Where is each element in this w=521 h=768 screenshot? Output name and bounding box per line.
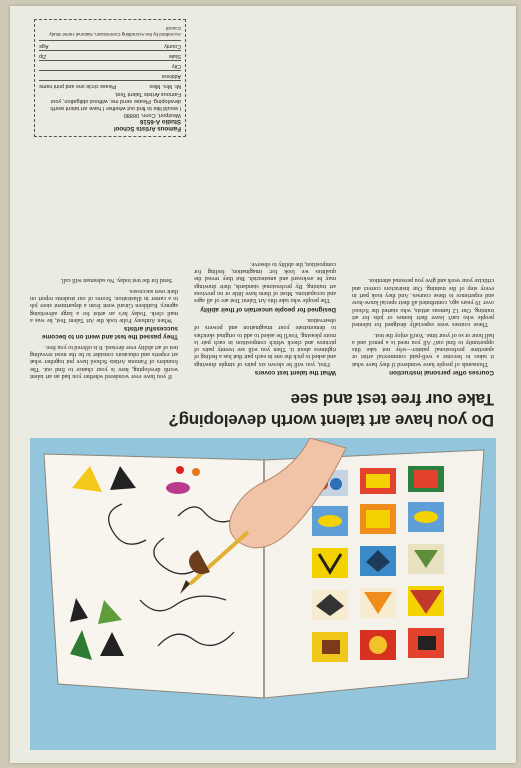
coupon-request-text: I would like to find out whether I have art talent worth developing. Please send me, without obligation, your Famous Artists Talent Test. <box>50 91 181 111</box>
magazine-page <box>10 6 516 763</box>
article-column-1 <box>352 39 494 379</box>
section-heading: What the talent test covers <box>254 369 336 376</box>
county-age-field[interactable] <box>39 40 181 49</box>
mail-coupon[interactable] <box>34 19 186 137</box>
state-label: State <box>168 53 181 59</box>
flipped-page-content <box>10 6 516 763</box>
coupon-school-name: Famous Artists School <box>113 125 181 132</box>
headline <box>32 389 494 431</box>
address-label: Address <box>161 73 181 79</box>
article-column-2 <box>194 39 336 379</box>
illustration-drawing <box>30 438 496 750</box>
paragraph: These courses were especially designed for talented people who can't leave their homes or jobs for art training. Our 12 famous artists, who started the School over 19 years ago, contributed all their special know-how and experience to these courses. And they took part in every step of the training. Our instructors correct and criticize your work and give you personal attention. <box>352 277 494 328</box>
accreditation-note: Accredited by the Accrediting Commission, National Home Study Council <box>49 26 181 37</box>
headline-line-2: Take our free test and see <box>290 390 494 409</box>
headline-line-1: Do you have art talent worth developing? <box>168 411 494 430</box>
talent-test-illustration <box>30 438 496 750</box>
section-heading: Designed for people uncertain of their ability <box>200 305 336 313</box>
state-zip-field[interactable] <box>39 50 181 59</box>
coupon-studio: Studio A-6516 <box>139 118 181 125</box>
paragraph: The people who take this Art Talent Test are of all ages and occupations. Most of them have little or no previous art training. By professional standards, their drawings may be awkward and amateurish. But they reveal the qualities we look for: imagination, feeling for composition, the ability to observe. <box>194 260 336 304</box>
paragraph: First, you will be shown six pairs of simple drawings and asked to pick the one in each pair that has a feeling of rightness about it. Then you will see twenty pairs of pictures and check which composition in each pair is more pleasing. You'll be asked to add to original sketches to demonstrate your imagination and powers of observation. <box>194 316 336 367</box>
county-label: County <box>164 43 181 49</box>
address-field[interactable] <box>39 70 181 79</box>
name-field[interactable] <box>39 80 181 89</box>
name-hint: Please circle one and print name <box>39 83 117 89</box>
zip-label: Zip <box>39 53 47 59</box>
section-heading: They passed the test and went on to become successful artists <box>41 325 178 340</box>
section-heading: Courses offer personal instruction <box>389 369 494 376</box>
paragraph: If you have ever wondered whether you had an art talent worth developing, here is your chance to find out. The founders of Famous Artists School have put together what art experts and educators consider to be the most revealing test of art ability ever devised. It is offered to you free. <box>30 343 178 379</box>
city-label: City <box>171 63 181 69</box>
paragraph: When Anthony Folie took the Art Talent Test, he was a mail clerk. Today he's an artist for a large advertising agency. Kathleen Girard went from a department store job to a career in illustration. Scores of our students report on their own successes. <box>30 287 178 323</box>
paragraph: Thousands of people have wondered if they have what it takes to become a well-paid commercial artist or sparetime professional painter—why not take this opportunity to find out? All you need is a pencil and a half hour or so of your time. You'll enjoy the test. <box>352 331 494 367</box>
coupon-city-line: Westport, Conn. 06880 <box>123 112 181 118</box>
name-label: Mr. Mrs. Miss <box>149 83 181 89</box>
paragraph: Send for the test today. No salesman will call. <box>60 277 172 284</box>
city-field[interactable] <box>39 60 181 69</box>
age-label: Age <box>39 43 49 49</box>
